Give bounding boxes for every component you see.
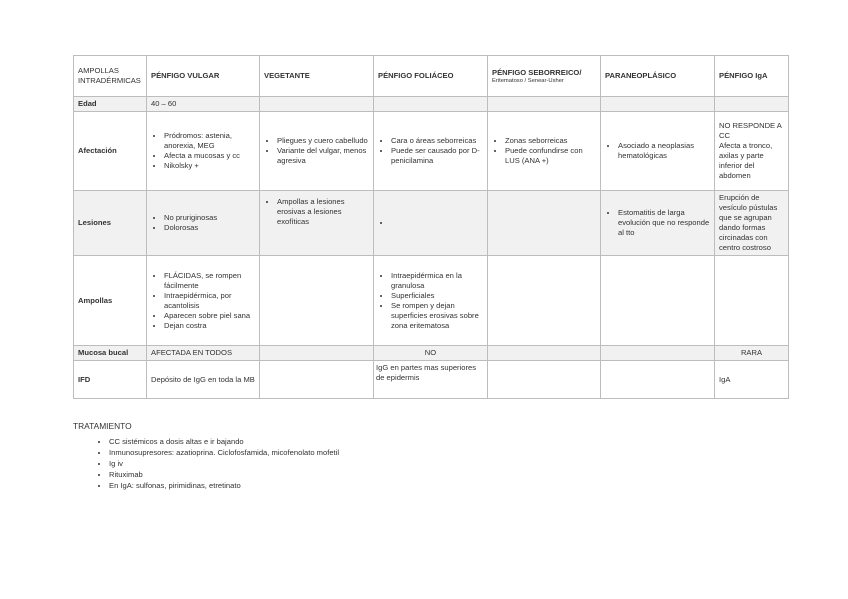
cell-edad-vulgar: 40 – 60 — [147, 97, 260, 112]
list-item: • CC sistémicos a dosis altas e ir bajando — [109, 436, 339, 447]
list-item: • Se rompen y dejan superficies erosivas sobre zona eritematosa — [391, 301, 483, 331]
cell-ifd-iga: IgA — [715, 361, 789, 399]
cell-mucosa-vulgar: AFECTADA EN TODOS — [147, 346, 260, 361]
header-cell-foliaceo: PÉNFIGO FOLIÁCEO — [374, 56, 488, 97]
list-item: • Variante del vulgar, menos agresiva — [277, 146, 369, 166]
list-item: • Asociado a neoplasias hematológicas — [618, 141, 710, 161]
tratamiento-list — [73, 436, 339, 491]
pemphigus-table — [73, 55, 789, 399]
row-afectacion — [74, 112, 789, 191]
row-label-ampollas: Ampollas — [74, 256, 147, 346]
list-item: • Intraepidérmica en la granulosa — [391, 271, 483, 291]
tratamiento-title: TRATAMIENTO — [73, 421, 132, 431]
list-item: • En IgA: sulfonas, pirimidinas, etretinato — [109, 480, 339, 491]
row-edad — [74, 97, 789, 112]
header-cell-vulgar: PÉNFIGO VULGAR — [147, 56, 260, 97]
header-cell-ampollas: AMPOLLAS INTRADÉRMICAS — [74, 56, 147, 97]
cell-afectacion-vegetante — [260, 112, 374, 191]
list-item: • Afecta a mucosas y cc — [164, 151, 255, 161]
row-mucosa — [74, 346, 789, 361]
row-label-ifd: IFD — [74, 361, 147, 399]
list-item: • Inmunosupresores: azatioprina. Ciclofosfamida, micofenolato mofetil — [109, 447, 339, 458]
header-cell-seborreico — [488, 56, 601, 97]
cell-afectacion-iga — [715, 112, 789, 191]
header-cell-vegetante: VEGETANTE — [260, 56, 374, 97]
iga-afecta: Afecta a tronco, axilas y parte inferior del abdomen — [719, 141, 773, 180]
cell-afectacion-seborreico — [488, 112, 601, 191]
cell-afectacion-paraneoplasico — [601, 112, 715, 191]
cell-lesiones-vulgar — [147, 191, 260, 256]
list-item: • Cara o áreas seborreicas — [391, 136, 483, 146]
row-lesiones — [74, 191, 789, 256]
cell-afectacion-vulgar — [147, 112, 260, 191]
header-row — [74, 56, 789, 97]
cell-ifd-foliaceo: IgG en partes mas superiores de epidermis — [374, 361, 488, 399]
tratamiento-section — [73, 421, 339, 491]
header-seborreico-subtitle: Eritematoso / Senear-Usher — [492, 77, 564, 84]
row-label-edad: Edad — [74, 97, 147, 112]
row-ifd — [74, 361, 789, 399]
list-item: • Pliegues y cuero cabelludo — [277, 136, 369, 146]
cell-lesiones-vegetante — [260, 191, 374, 256]
list-item: • Estomatitis de larga evolución que no responde al tto — [618, 208, 710, 238]
list-item: • Dejan costra — [164, 321, 255, 331]
list-item: • No pruriginosas — [164, 213, 255, 223]
list-item — [391, 218, 483, 228]
row-ampollas — [74, 256, 789, 346]
list-item: • Rituximab — [109, 469, 339, 480]
cell-mucosa-iga: RARA — [715, 346, 789, 361]
cell-lesiones-iga: Erupción de vesículo pústulas que se agrupan dando formas circinadas con centro costroso — [715, 191, 789, 256]
list-item: • Intraepidérmica, por acantolisis — [164, 291, 255, 311]
list-item: • Ig iv — [109, 458, 339, 469]
list-item: • Zonas seborreicas — [505, 136, 596, 146]
list-item: • Nikolsky + — [164, 161, 255, 171]
header-cell-iga: PÉNFIGO IgA — [715, 56, 789, 97]
list-item: • Ampollas a lesiones erosivas a lesiones exofíticas — [277, 197, 369, 227]
cell-afectacion-foliaceo — [374, 112, 488, 191]
cell-ampollas-vulgar — [147, 256, 260, 346]
list-item: • Pródromos: astenia, anorexia, MEG — [164, 131, 255, 151]
cell-ifd-vulgar: Depósito de IgG en toda la MB — [147, 361, 260, 399]
header-seborreico-title: PÉNFIGO SEBORREICO/ — [492, 67, 582, 77]
list-item: • FLÁCIDAS, se rompen fácilmente — [164, 271, 255, 291]
cell-mucosa-foliaceo: NO — [374, 346, 488, 361]
cell-lesiones-foliaceo — [374, 191, 488, 256]
list-item: • Dolorosas — [164, 223, 255, 233]
row-label-lesiones: Lesiones — [74, 191, 147, 256]
cell-ampollas-foliaceo — [374, 256, 488, 346]
list-item: • Aparecen sobre piel sana — [164, 311, 255, 321]
header-cell-paraneoplasico: PARANEOPLÁSICO — [601, 56, 715, 97]
list-item: • Puede confundirse con LUS (ANA +) — [505, 146, 596, 166]
iga-no-responde: NO RESPONDE A CC — [719, 121, 782, 140]
cell-lesiones-paraneoplasico — [601, 191, 715, 256]
list-item: • Puede ser causado por D-penicilamina — [391, 146, 483, 166]
row-label-mucosa: Mucosa bucal — [74, 346, 147, 361]
row-label-afectacion: Afectación — [74, 112, 147, 191]
list-item: • Superficiales — [391, 291, 483, 301]
